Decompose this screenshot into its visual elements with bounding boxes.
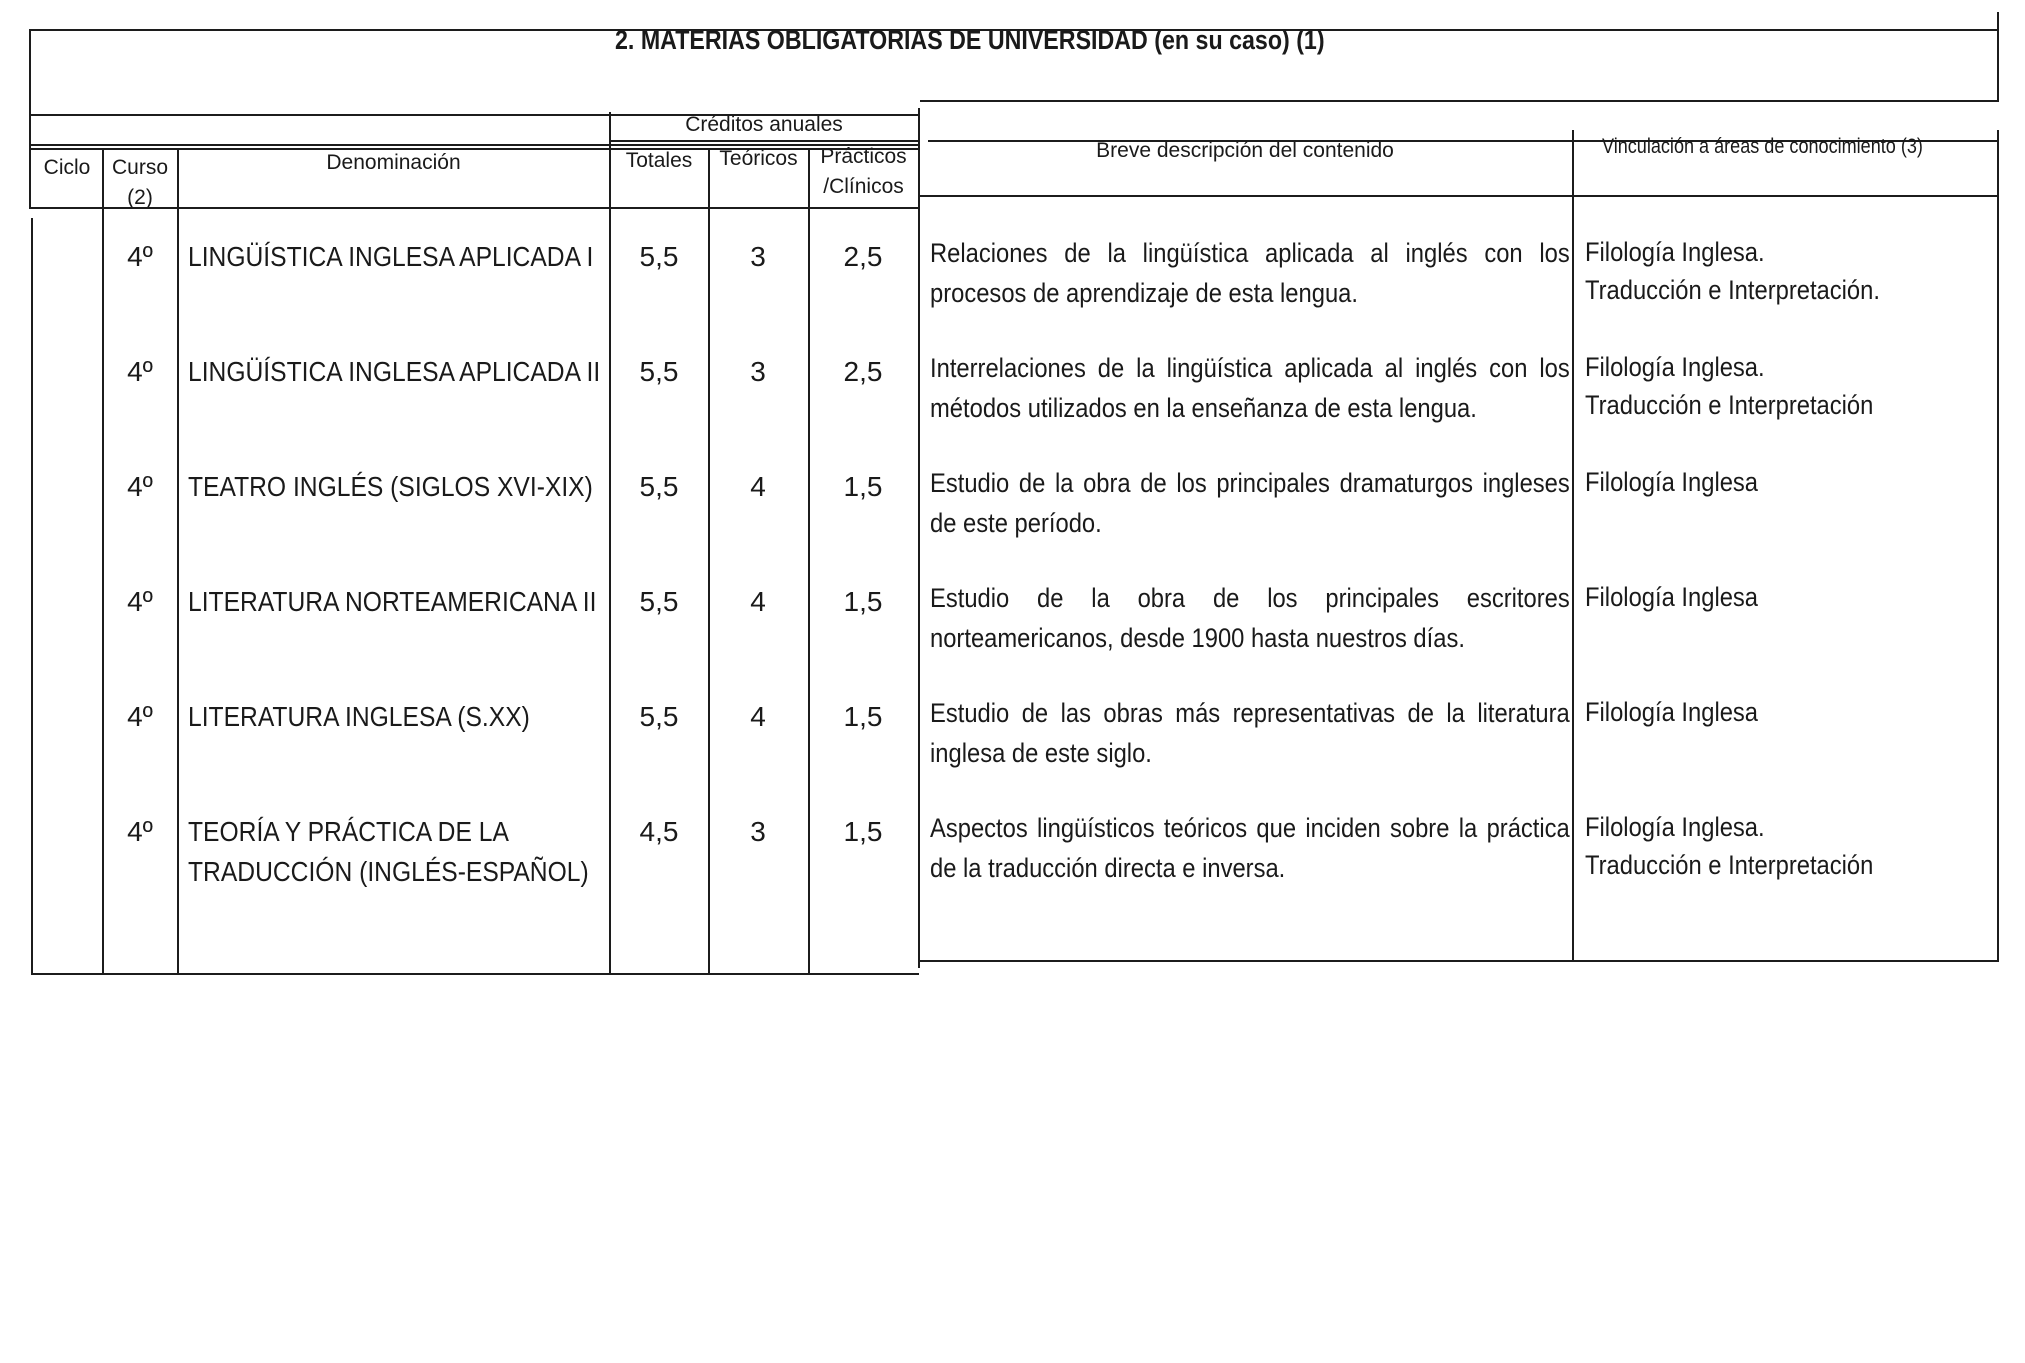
row-practicos: 1,5	[843, 471, 883, 502]
header-creditos-line	[610, 140, 918, 142]
row-totales: 5,5	[639, 701, 679, 732]
row-denominacion: LITERATURA INGLESA (S.XX)	[188, 701, 530, 732]
title-box-right	[1997, 12, 1999, 100]
row-vinculacion: Filología Inglesa. Traducción e Interpretación	[1585, 352, 1874, 420]
title-box-left	[29, 29, 31, 207]
row-vinculacion: Filología Inglesa	[1585, 467, 1759, 497]
header-practicos-clinicos: /Clínicos	[823, 175, 904, 198]
row-curso: 4º	[127, 356, 153, 387]
header-right-border	[1997, 130, 1999, 197]
header-curso-note: (2)	[127, 186, 153, 209]
row-descripcion: Estudio de las obras más representativas de la literatura inglesa de este siglo.	[930, 698, 1570, 768]
row-descripcion: Relaciones de la lingüística aplicada al inglés con los procesos de aprendizaje de esta lengua.	[930, 238, 1570, 308]
row-denominacion: TEATRO INGLÉS (SIGLOS XVI-XIX)	[188, 471, 593, 502]
row-denominacion: LITERATURA NORTEAMERICANA II	[188, 586, 597, 617]
header-ciclo: Ciclo	[43, 156, 91, 179]
row-descripcion: Aspectos lingüísticos teóricos que inciden sobre la práctica de la traducción directa e inversa.	[930, 813, 1570, 883]
row-descripcion: Estudio de la obra de los principales escritores norteamericanos, desde 1900 hasta nuestros días.	[930, 583, 1570, 653]
row-curso: 4º	[127, 471, 153, 502]
header-creditos-anuales: Créditos anuales	[685, 113, 843, 136]
row-vinculacion: Filología Inglesa. Traducción e Interpretación	[1585, 812, 1874, 880]
row-practicos: 2,5	[843, 356, 883, 387]
title-box-bottom-right	[920, 100, 1999, 102]
row-curso: 4º	[127, 816, 153, 847]
row-teoricos: 3	[750, 241, 766, 272]
header-denominacion: Denominación	[326, 151, 461, 174]
row-vinculacion: Filología Inglesa	[1585, 582, 1759, 612]
header-practicos: Prácticos	[820, 145, 907, 168]
row-descripcion: Interrelaciones de la lingüística aplicada al inglés con los métodos utilizados en la enseñanza de esta lengua.	[930, 353, 1570, 423]
row-descripcion: Estudio de la obra de los principales dramaturgos ingleses de este período.	[930, 468, 1570, 538]
row-teoricos: 4	[750, 586, 766, 617]
row-practicos: 1,5	[843, 816, 883, 847]
row-curso: 4º	[127, 241, 153, 272]
header-vinculacion: Vinculación a áreas de conocimiento (3)	[1602, 135, 1923, 158]
col-line-teoricos	[808, 148, 810, 975]
col-line-denominacion	[609, 112, 611, 975]
row-denominacion: LINGÜÍSTICA INGLESA APLICADA II	[188, 356, 601, 387]
row-denominacion: LINGÜÍSTICA INGLESA APLICADA I	[188, 241, 594, 272]
header-descripcion: Breve descripción del contenido	[1096, 139, 1394, 162]
row-vinculacion: Filología Inglesa. Traducción e Interpretación.	[1585, 237, 1880, 305]
header-totales: Totales	[625, 149, 693, 172]
row-practicos: 1,5	[843, 701, 883, 732]
row-totales: 5,5	[639, 356, 679, 387]
header-teoricos: Teóricos	[719, 147, 798, 170]
page-title: 2. MATERIAS OBLIGATORIAS DE UNIVERSIDAD (en su caso) (1)	[615, 25, 1325, 55]
row-practicos: 2,5	[843, 241, 883, 272]
row-practicos: 1,5	[843, 586, 883, 617]
row-teoricos: 4	[750, 471, 766, 502]
row-totales: 5,5	[639, 471, 679, 502]
row-teoricos: 4	[750, 701, 766, 732]
row-totales: 4,5	[639, 816, 679, 847]
col-line-practicos	[918, 108, 920, 968]
row-totales: 5,5	[639, 586, 679, 617]
outer-right-border	[1997, 195, 1999, 960]
col-line-curso	[177, 148, 179, 975]
col-line-totales	[708, 148, 710, 975]
row-teoricos: 3	[750, 816, 766, 847]
row-teoricos: 3	[750, 356, 766, 387]
row-vinculacion: Filología Inglesa	[1585, 697, 1759, 727]
row-totales: 5,5	[639, 241, 679, 272]
row-curso: 4º	[127, 586, 153, 617]
row-denominacion: TEORÍA Y PRÁCTICA DE LA TRADUCCIÓN (INGLÉS-ESPAÑOL)	[188, 816, 589, 887]
header-bottom-line-right	[920, 195, 1999, 197]
header-curso: Curso	[111, 156, 169, 179]
col-line-descripcion	[1572, 130, 1574, 962]
table-bottom-line	[31, 973, 919, 975]
table-bottom-line-right	[918, 960, 1999, 962]
row-curso: 4º	[127, 701, 153, 732]
outer-left-border	[31, 218, 33, 975]
